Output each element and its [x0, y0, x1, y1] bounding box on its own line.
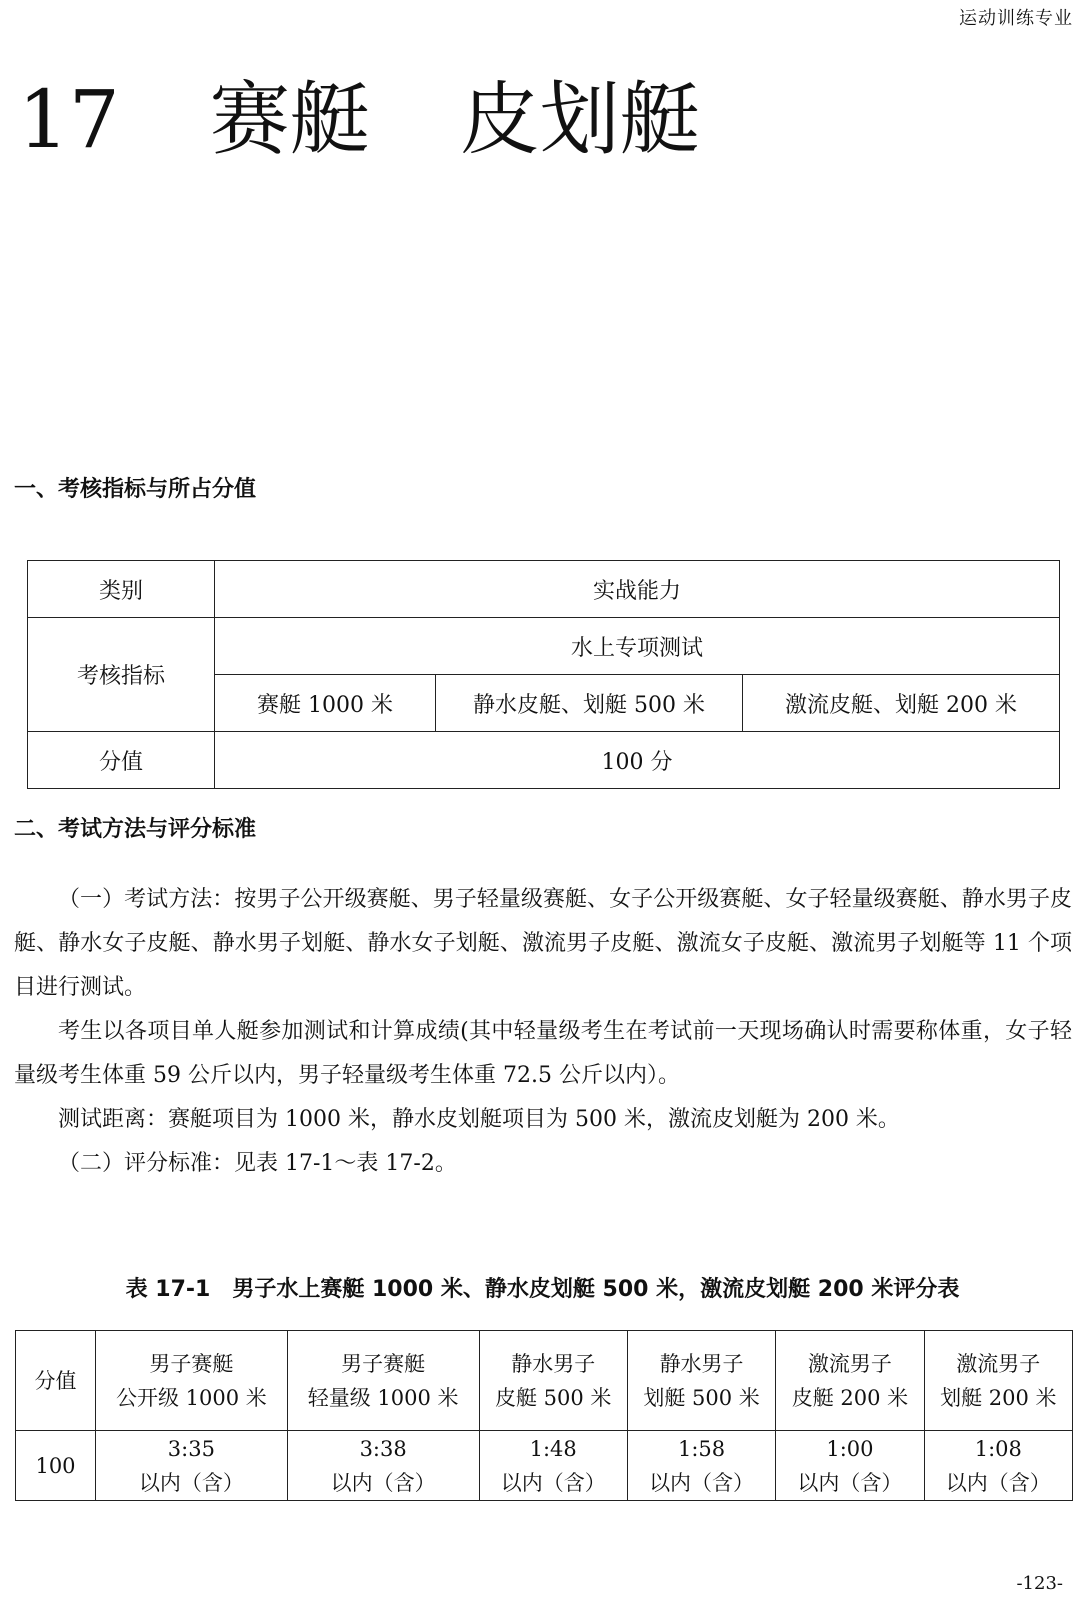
chapter-title-a: 赛艇 — [209, 73, 370, 166]
paragraph: 测试距离：赛艇项目为 1000 米，静水皮划艇项目为 500 米，激流皮划艇为 200 米。 — [58, 1107, 900, 1132]
assessment-table — [27, 560, 1060, 789]
cell-category-label: 类别 — [28, 561, 215, 618]
cell-indicator-flatwater: 静水皮艇、划艇 500 米 — [436, 675, 743, 732]
paragraph: （一）考试方法：按男子公开级赛艇、男子轻量级赛艇、女子公开级赛艇、女子轻量级赛艇、静水男子皮艇、静水女子皮艇、静水男子划艇、静水女子划艇、激流男子皮艇、激流女子皮艇、激流男子划艇等 11 个项目进行测试。 — [14, 887, 1072, 1000]
column-header: 男子赛艇 轻量级 1000 米 — [287, 1331, 479, 1431]
table-cell: 1:58 以内（含） — [627, 1431, 775, 1501]
column-header: 静水男子 皮艇 500 米 — [479, 1331, 627, 1431]
table-cell: 1:08 以内（含） — [924, 1431, 1072, 1501]
running-header: 运动训练专业 — [959, 8, 1073, 29]
column-header: 激流男子 皮艇 200 米 — [776, 1331, 924, 1431]
score-value: 100 — [16, 1431, 96, 1501]
table-cell: 3:38 以内（含） — [287, 1431, 479, 1501]
cell-score-label: 分值 — [28, 732, 215, 789]
cell-indicator-group: 水上专项测试 — [215, 618, 1060, 675]
table-cell: 1:48 以内（含） — [479, 1431, 627, 1501]
table-cell: 3:35 以内（含） — [96, 1431, 288, 1501]
page-number: -123- — [1016, 1573, 1063, 1594]
chapter-title-b: 皮划艇 — [459, 73, 700, 166]
cell-indicator-label: 考核指标 — [28, 618, 215, 732]
cell-indicator-slalom: 激流皮艇、划艇 200 米 — [743, 675, 1060, 732]
scoring-table — [15, 1330, 1073, 1501]
paragraph: 考生以各项目单人艇参加测试和计算成绩(其中轻量级考生在考试前一天现场确认时需要称体重，女子轻量级考生体重 59 公斤以内，男子轻量级考生体重 72.5 公斤以内）。 — [14, 1019, 1072, 1088]
column-header: 男子赛艇 公开级 1000 米 — [96, 1331, 288, 1431]
chapter-number: 17 — [18, 73, 120, 166]
paragraph: （二）评分标准：见表 17-1～表 17-2。 — [58, 1151, 457, 1176]
table-caption: 表 17-1 男子水上赛艇 1000 米、静水皮划艇 500 米，激流皮划艇 200 米评分表 — [125, 1277, 960, 1302]
cell-category-value: 实战能力 — [215, 561, 1060, 618]
chapter-title — [18, 60, 700, 180]
table-cell: 1:00 以内（含） — [776, 1431, 924, 1501]
section-2-heading: 二、考试方法与评分标准 — [14, 817, 257, 842]
cell-score-value: 100 分 — [215, 732, 1060, 789]
section-1-heading: 一、考核指标与所占分值 — [14, 477, 257, 502]
column-header: 静水男子 划艇 500 米 — [627, 1331, 775, 1431]
column-header: 激流男子 划艇 200 米 — [924, 1331, 1072, 1431]
body-text — [14, 878, 1072, 1186]
score-header: 分值 — [16, 1331, 96, 1431]
cell-indicator-rowing: 赛艇 1000 米 — [215, 675, 436, 732]
